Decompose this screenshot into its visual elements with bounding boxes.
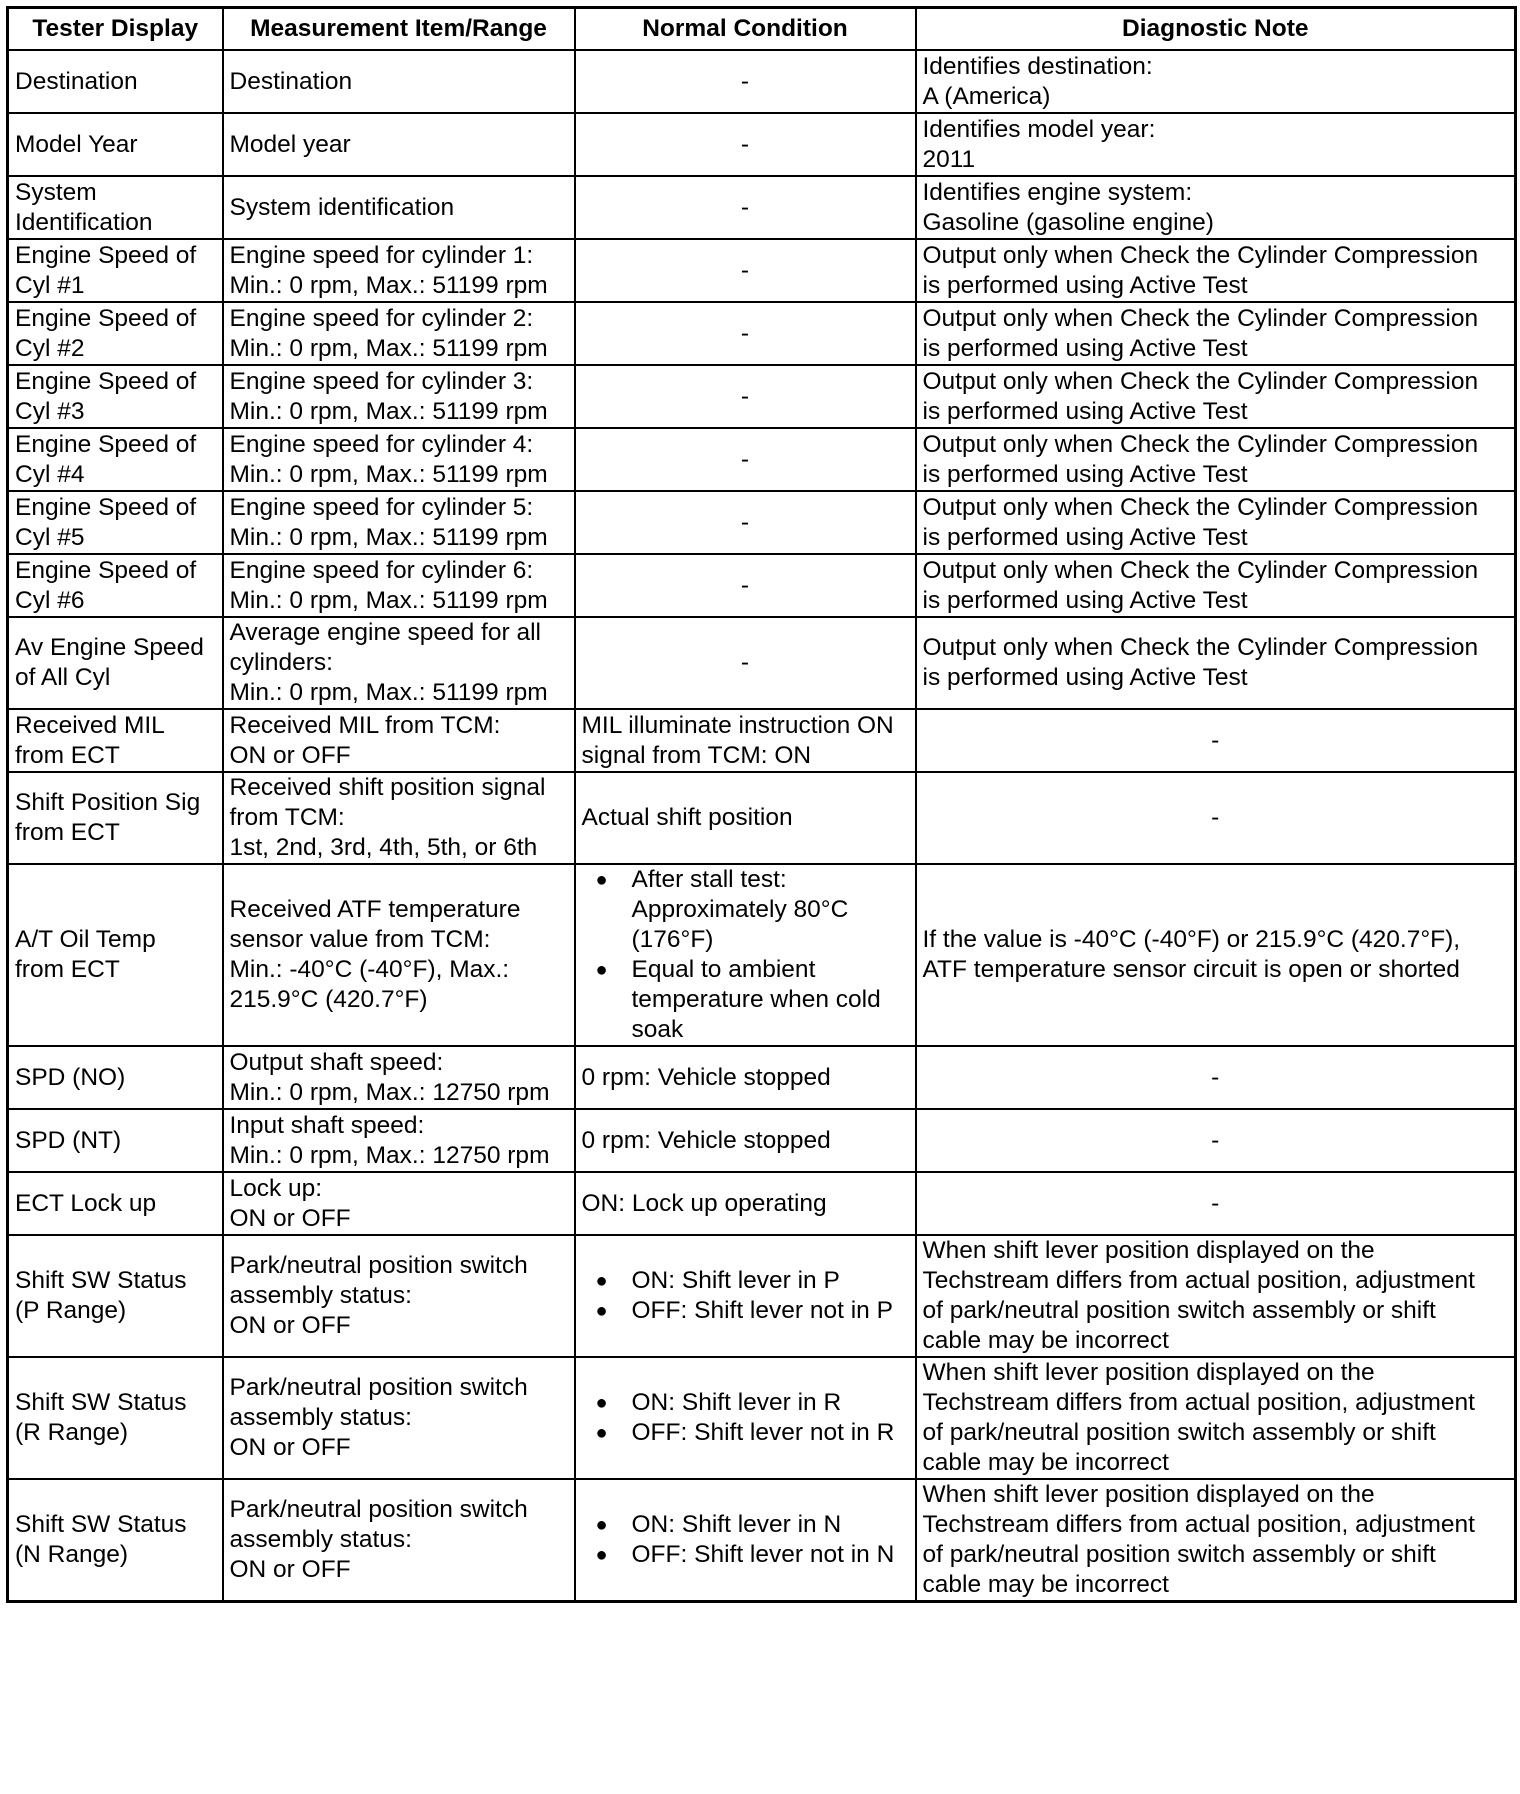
cell-line: Engine Speed of bbox=[15, 304, 197, 332]
cell-line: Output only when Check the Cylinder Compression bbox=[922, 493, 1479, 521]
cell-diagnostic-note bbox=[916, 113, 1516, 176]
cell-tester-display bbox=[8, 176, 223, 239]
cell-normal-condition: - bbox=[575, 302, 916, 365]
table-header bbox=[8, 8, 1516, 51]
cell-diagnostic-note: - bbox=[916, 1046, 1516, 1109]
cell-line: Received ATF temperature bbox=[229, 896, 521, 923]
cell-measurement-item bbox=[223, 176, 575, 239]
cell-line: Engine speed for cylinder 4: bbox=[229, 430, 534, 458]
cell-line: Output only when Check the Cylinder Compression bbox=[922, 634, 1479, 661]
cell-measurement-item bbox=[223, 1235, 575, 1357]
data-list-sheet bbox=[6, 6, 1514, 1603]
cell-line: soak bbox=[631, 1016, 684, 1043]
cell-line: ATF temperature sensor circuit is open or shorted bbox=[922, 956, 1460, 983]
cell-line: ● OFF: Shift lever not in P bbox=[631, 1297, 893, 1324]
cell-normal-condition bbox=[575, 1172, 916, 1235]
cell-line: Received MIL from TCM: bbox=[229, 711, 501, 739]
cell-line: Min.: 0 rpm, Max.: 51199 rpm bbox=[229, 334, 548, 362]
table-row bbox=[8, 239, 1516, 302]
bullet-item bbox=[582, 865, 909, 955]
cell-line: Min.: 0 rpm, Max.: 51199 rpm bbox=[229, 397, 548, 425]
cell-line: from ECT bbox=[15, 956, 120, 983]
cell-line: Park/neutral position switch bbox=[229, 1496, 528, 1523]
bullet-item bbox=[582, 1266, 909, 1296]
cell-line: Techstream differs from actual position, adjustment bbox=[922, 1511, 1475, 1538]
cell-diagnostic-note bbox=[916, 239, 1516, 302]
cell-line: ● After stall test: bbox=[631, 866, 787, 893]
table-row bbox=[8, 617, 1516, 709]
cell-tester-display bbox=[8, 428, 223, 491]
cell-tester-display bbox=[8, 772, 223, 864]
cell-tester-display bbox=[8, 113, 223, 176]
cell-line: 2011 bbox=[922, 145, 976, 173]
cell-line: MIL illuminate instruction ON bbox=[581, 711, 894, 739]
cell-line: Lock up: bbox=[229, 1174, 323, 1202]
cell-line: is performed using Active Test bbox=[922, 460, 1248, 488]
table-row bbox=[8, 1479, 1516, 1602]
cell-line: Engine speed for cylinder 1: bbox=[229, 241, 534, 269]
table-row bbox=[8, 709, 1516, 772]
cell-line: ON or OFF bbox=[229, 1204, 351, 1232]
cell-tester-display bbox=[8, 491, 223, 554]
bullet-list bbox=[582, 1510, 909, 1570]
cell-line: assembly status: bbox=[229, 1282, 412, 1309]
bullet-item bbox=[582, 1540, 909, 1570]
cell-line: 215.9°C (420.7°F) bbox=[229, 986, 428, 1013]
cell-line: ECT Lock up bbox=[15, 1189, 157, 1217]
cell-tester-display bbox=[8, 864, 223, 1046]
cell-measurement-item bbox=[223, 113, 575, 176]
cell-line: Output only when Check the Cylinder Compression bbox=[922, 304, 1479, 332]
cell-line: ● ON: Shift lever in N bbox=[631, 1511, 842, 1538]
cell-line: Input shaft speed: bbox=[229, 1111, 425, 1139]
cell-measurement-item bbox=[223, 709, 575, 772]
cell-line: Engine speed for cylinder 5: bbox=[229, 493, 534, 521]
cell-normal-condition: - bbox=[575, 50, 916, 113]
cell-line: (R Range) bbox=[15, 1419, 129, 1446]
cell-line: Engine Speed of bbox=[15, 493, 197, 521]
cell-diagnostic-note bbox=[916, 491, 1516, 554]
cell-line: (N Range) bbox=[15, 1541, 129, 1568]
table-row bbox=[8, 50, 1516, 113]
cell-line: from TCM: bbox=[229, 804, 345, 831]
cell-tester-display bbox=[8, 617, 223, 709]
cell-normal-condition bbox=[575, 772, 916, 864]
cell-line: ● Equal to ambient bbox=[631, 956, 816, 983]
cell-line: is performed using Active Test bbox=[922, 334, 1248, 362]
cell-line: from ECT bbox=[15, 741, 120, 769]
cell-line: Identifies model year: bbox=[922, 115, 1156, 143]
cell-line: System bbox=[15, 178, 97, 206]
cell-line: Min.: 0 rpm, Max.: 51199 rpm bbox=[229, 679, 548, 706]
cell-measurement-item bbox=[223, 1357, 575, 1479]
cell-line: ON: Lock up operating bbox=[581, 1189, 827, 1217]
cell-line: Techstream differs from actual position, adjustment bbox=[922, 1267, 1475, 1294]
cell-line: Cyl #1 bbox=[15, 271, 85, 299]
cell-normal-condition: - bbox=[575, 554, 916, 617]
cell-line: ● OFF: Shift lever not in R bbox=[631, 1419, 895, 1446]
header-row bbox=[8, 8, 1516, 51]
cell-measurement-item bbox=[223, 617, 575, 709]
cell-tester-display bbox=[8, 1357, 223, 1479]
table-body bbox=[8, 50, 1516, 1602]
table-row bbox=[8, 1109, 1516, 1172]
cell-line: is performed using Active Test bbox=[922, 664, 1248, 691]
table-row bbox=[8, 302, 1516, 365]
cell-diagnostic-note bbox=[916, 1235, 1516, 1357]
header-measurement-item: Measurement Item/Range bbox=[223, 8, 575, 51]
cell-line: SPD (NO) bbox=[15, 1063, 126, 1091]
cell-tester-display bbox=[8, 239, 223, 302]
cell-line: cable may be incorrect bbox=[922, 1327, 1169, 1354]
table-row bbox=[8, 772, 1516, 864]
cell-line: assembly status: bbox=[229, 1404, 412, 1431]
cell-line: Received shift position signal bbox=[229, 774, 546, 801]
cell-line: Engine speed for cylinder 2: bbox=[229, 304, 534, 332]
table-row bbox=[8, 113, 1516, 176]
cell-diagnostic-note bbox=[916, 1479, 1516, 1602]
cell-line: Model Year bbox=[15, 130, 138, 158]
cell-diagnostic-note bbox=[916, 302, 1516, 365]
cell-line: Destination bbox=[15, 67, 138, 95]
cell-tester-display bbox=[8, 302, 223, 365]
table-row bbox=[8, 491, 1516, 554]
table-row bbox=[8, 1046, 1516, 1109]
cell-line: ON or OFF bbox=[229, 1434, 351, 1461]
cell-diagnostic-note: - bbox=[916, 1109, 1516, 1172]
cell-diagnostic-note bbox=[916, 617, 1516, 709]
cell-line: 0 rpm: Vehicle stopped bbox=[581, 1126, 831, 1154]
header-diagnostic-note: Diagnostic Note bbox=[916, 8, 1516, 51]
cell-measurement-item bbox=[223, 1046, 575, 1109]
cell-line: Output shaft speed: bbox=[229, 1048, 444, 1076]
cell-line: Engine speed for cylinder 3: bbox=[229, 367, 534, 395]
cell-line: temperature when cold bbox=[631, 986, 881, 1013]
bullet-item bbox=[582, 1418, 909, 1448]
cell-tester-display bbox=[8, 1172, 223, 1235]
bullet-list bbox=[582, 1388, 909, 1448]
cell-normal-condition bbox=[575, 1357, 916, 1479]
cell-line: Approximately 80°C bbox=[631, 896, 849, 923]
cell-normal-condition bbox=[575, 709, 916, 772]
cell-normal-condition: - bbox=[575, 428, 916, 491]
cell-diagnostic-note bbox=[916, 50, 1516, 113]
cell-line: (P Range) bbox=[15, 1297, 127, 1324]
cell-line: Engine Speed of bbox=[15, 241, 197, 269]
cell-line: A (America) bbox=[922, 82, 1051, 110]
header-normal-condition: Normal Condition bbox=[575, 8, 916, 51]
cell-line: ● ON: Shift lever in R bbox=[631, 1389, 842, 1416]
cell-line: A/T Oil Temp bbox=[15, 926, 156, 953]
cell-line: Model year bbox=[229, 130, 351, 158]
cell-line: Cyl #4 bbox=[15, 460, 85, 488]
cell-measurement-item bbox=[223, 1479, 575, 1602]
cell-tester-display bbox=[8, 1479, 223, 1602]
cell-line: SPD (NT) bbox=[15, 1126, 122, 1154]
data-list-table bbox=[6, 6, 1517, 1603]
cell-line: Gasoline (gasoline engine) bbox=[922, 208, 1214, 236]
cell-line: 1st, 2nd, 3rd, 4th, 5th, or 6th bbox=[229, 834, 538, 861]
cell-line: from ECT bbox=[15, 819, 120, 846]
cell-line: Identifies engine system: bbox=[922, 178, 1193, 206]
cell-line: Engine Speed of bbox=[15, 367, 197, 395]
cell-line: Received MIL bbox=[15, 711, 165, 739]
cell-diagnostic-note bbox=[916, 1357, 1516, 1479]
cell-measurement-item bbox=[223, 554, 575, 617]
cell-line: sensor value from TCM: bbox=[229, 926, 491, 953]
cell-line: Cyl #3 bbox=[15, 397, 85, 425]
cell-normal-condition: - bbox=[575, 617, 916, 709]
cell-line: cable may be incorrect bbox=[922, 1571, 1169, 1598]
cell-line: Av Engine Speed bbox=[15, 634, 204, 661]
table-row bbox=[8, 365, 1516, 428]
cell-normal-condition bbox=[575, 1479, 916, 1602]
cell-tester-display bbox=[8, 554, 223, 617]
cell-tester-display bbox=[8, 1109, 223, 1172]
cell-line: Min.: 0 rpm, Max.: 12750 rpm bbox=[229, 1078, 550, 1106]
cell-line: Min.: 0 rpm, Max.: 51199 rpm bbox=[229, 586, 548, 614]
cell-normal-condition bbox=[575, 864, 916, 1046]
cell-line: of All Cyl bbox=[15, 664, 111, 691]
cell-tester-display bbox=[8, 709, 223, 772]
cell-measurement-item bbox=[223, 772, 575, 864]
cell-normal-condition: - bbox=[575, 491, 916, 554]
cell-line: ● OFF: Shift lever not in N bbox=[631, 1541, 895, 1568]
cell-line: of park/neutral position switch assembly or shift bbox=[922, 1419, 1436, 1446]
cell-normal-condition: - bbox=[575, 239, 916, 302]
cell-line: Park/neutral position switch bbox=[229, 1374, 528, 1401]
cell-line: Park/neutral position switch bbox=[229, 1252, 528, 1279]
cell-line: Shift SW Status bbox=[15, 1389, 187, 1416]
cell-normal-condition: - bbox=[575, 365, 916, 428]
cell-line: cable may be incorrect bbox=[922, 1449, 1169, 1476]
cell-line: is performed using Active Test bbox=[922, 586, 1248, 614]
cell-line: When shift lever position displayed on the bbox=[922, 1237, 1375, 1264]
cell-line: Actual shift position bbox=[581, 804, 793, 831]
cell-line: cylinders: bbox=[229, 649, 333, 676]
bullet-item bbox=[582, 1510, 909, 1540]
bullet-list bbox=[582, 1266, 909, 1326]
cell-diagnostic-note: - bbox=[916, 772, 1516, 864]
cell-measurement-item bbox=[223, 1109, 575, 1172]
cell-line: Engine Speed of bbox=[15, 430, 197, 458]
bullet-item bbox=[582, 955, 909, 1045]
table-row bbox=[8, 176, 1516, 239]
cell-line: Shift SW Status bbox=[15, 1511, 187, 1538]
cell-line: Shift SW Status bbox=[15, 1267, 187, 1294]
cell-normal-condition bbox=[575, 1109, 916, 1172]
cell-normal-condition: - bbox=[575, 176, 916, 239]
table-row bbox=[8, 428, 1516, 491]
bullet-list bbox=[582, 865, 909, 1045]
cell-normal-condition bbox=[575, 1235, 916, 1357]
cell-tester-display bbox=[8, 365, 223, 428]
cell-diagnostic-note bbox=[916, 554, 1516, 617]
table-row bbox=[8, 864, 1516, 1046]
cell-tester-display bbox=[8, 50, 223, 113]
cell-measurement-item bbox=[223, 302, 575, 365]
cell-line: If the value is -40°C (-40°F) or 215.9°C (420.7°F), bbox=[922, 926, 1461, 953]
cell-diagnostic-note: - bbox=[916, 1172, 1516, 1235]
cell-normal-condition: - bbox=[575, 113, 916, 176]
cell-measurement-item bbox=[223, 491, 575, 554]
cell-line: Output only when Check the Cylinder Compression bbox=[922, 556, 1479, 584]
cell-line: is performed using Active Test bbox=[922, 271, 1248, 299]
cell-measurement-item bbox=[223, 428, 575, 491]
cell-measurement-item bbox=[223, 365, 575, 428]
cell-line: Engine Speed of bbox=[15, 556, 197, 584]
cell-tester-display bbox=[8, 1235, 223, 1357]
cell-line: Cyl #6 bbox=[15, 586, 85, 614]
cell-line: Min.: 0 rpm, Max.: 51199 rpm bbox=[229, 523, 548, 551]
cell-line: Min.: 0 rpm, Max.: 51199 rpm bbox=[229, 460, 548, 488]
cell-line: System identification bbox=[229, 193, 455, 221]
cell-line: Min.: 0 rpm, Max.: 12750 rpm bbox=[229, 1141, 550, 1169]
header-tester-display: Tester Display bbox=[8, 8, 223, 51]
cell-line: Output only when Check the Cylinder Compression bbox=[922, 367, 1479, 395]
bullet-item bbox=[582, 1388, 909, 1418]
cell-line: assembly status: bbox=[229, 1526, 412, 1553]
cell-diagnostic-note bbox=[916, 176, 1516, 239]
cell-line: Cyl #2 bbox=[15, 334, 85, 362]
cell-line: Shift Position Sig bbox=[15, 789, 201, 816]
cell-line: Identification bbox=[15, 208, 153, 236]
table-row bbox=[8, 1357, 1516, 1479]
cell-measurement-item bbox=[223, 239, 575, 302]
cell-line: Min.: 0 rpm, Max.: 51199 rpm bbox=[229, 271, 548, 299]
cell-line: Engine speed for cylinder 6: bbox=[229, 556, 534, 584]
cell-measurement-item bbox=[223, 50, 575, 113]
cell-line: ON or OFF bbox=[229, 741, 351, 769]
cell-line: Min.: -40°C (-40°F), Max.: bbox=[229, 956, 510, 983]
table-row bbox=[8, 554, 1516, 617]
cell-line: is performed using Active Test bbox=[922, 523, 1248, 551]
cell-tester-display bbox=[8, 1046, 223, 1109]
cell-line: When shift lever position displayed on the bbox=[922, 1359, 1375, 1386]
cell-diagnostic-note bbox=[916, 365, 1516, 428]
cell-diagnostic-note bbox=[916, 864, 1516, 1046]
cell-line: ON or OFF bbox=[229, 1556, 351, 1583]
cell-line: 0 rpm: Vehicle stopped bbox=[581, 1063, 831, 1091]
cell-normal-condition bbox=[575, 1046, 916, 1109]
cell-measurement-item bbox=[223, 1172, 575, 1235]
cell-line: of park/neutral position switch assembly or shift bbox=[922, 1297, 1436, 1324]
cell-line: ON or OFF bbox=[229, 1312, 351, 1339]
table-row bbox=[8, 1172, 1516, 1235]
cell-line: Cyl #5 bbox=[15, 523, 85, 551]
bullet-item bbox=[582, 1296, 909, 1326]
cell-line: Techstream differs from actual position, adjustment bbox=[922, 1389, 1475, 1416]
cell-line: Output only when Check the Cylinder Compression bbox=[922, 430, 1479, 458]
cell-line: signal from TCM: ON bbox=[581, 741, 812, 769]
cell-line: Identifies destination: bbox=[922, 52, 1153, 80]
table-row bbox=[8, 1235, 1516, 1357]
cell-line: is performed using Active Test bbox=[922, 397, 1248, 425]
cell-line: Destination bbox=[229, 67, 353, 95]
cell-line: (176°F) bbox=[631, 926, 714, 953]
cell-diagnostic-note: - bbox=[916, 709, 1516, 772]
cell-diagnostic-note bbox=[916, 428, 1516, 491]
cell-line: ● ON: Shift lever in P bbox=[631, 1267, 840, 1294]
cell-line: When shift lever position displayed on the bbox=[922, 1481, 1375, 1508]
cell-line: Output only when Check the Cylinder Compression bbox=[922, 241, 1479, 269]
cell-line: Average engine speed for all bbox=[229, 619, 541, 646]
cell-line: of park/neutral position switch assembly or shift bbox=[922, 1541, 1436, 1568]
cell-measurement-item bbox=[223, 864, 575, 1046]
